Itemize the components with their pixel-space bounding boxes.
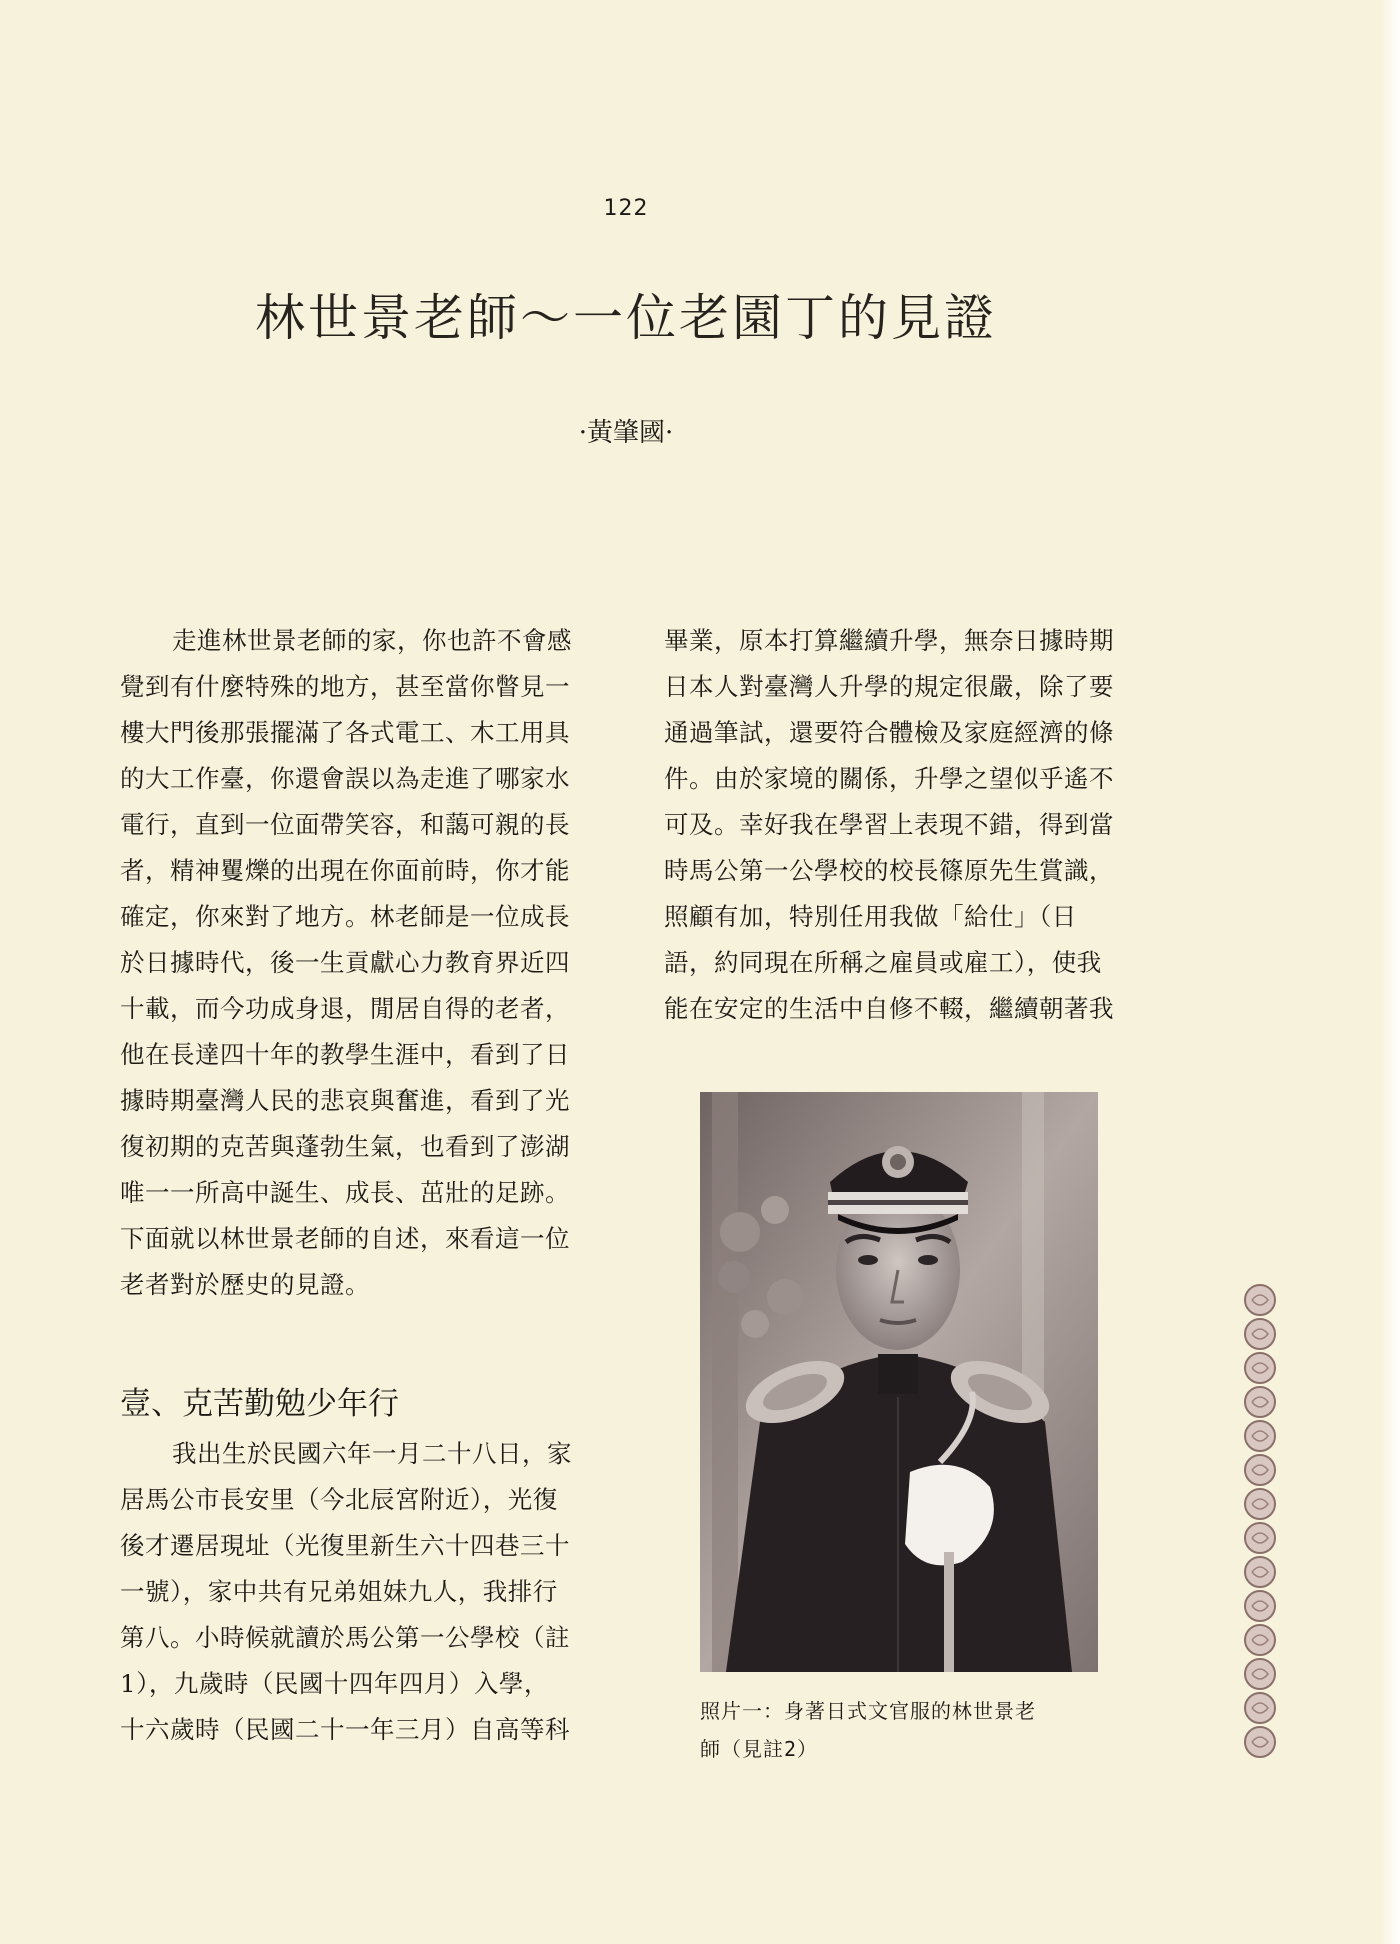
text-line: 後才遷居現址（光復里新生六十四巷三十: [120, 1531, 570, 1560]
text-line: 可及。幸好我在學習上表現不錯，得到當: [664, 810, 1114, 839]
text-line: 的大工作臺，你還會誤以為走進了哪家水: [120, 764, 570, 793]
text-line: 十六歲時（民國二十一年三月）自高等科: [120, 1715, 570, 1744]
caption-line: 照片一：身著日式文官服的林世景老: [700, 1699, 1036, 1723]
text-line: 居馬公市長安里（今北辰宮附近），光復: [120, 1485, 558, 1514]
text-line: 於日據時代，後一生貢獻心力教育界近四: [120, 948, 570, 977]
text-line: 第八。小時候就讀於馬公第一公學校（註: [120, 1623, 570, 1652]
text-line: 復初期的克苦與蓬勃生氣，也看到了澎湖: [120, 1132, 570, 1161]
text-line: 電行，直到一位面帶笑容，和藹可親的長: [120, 810, 570, 839]
section-paragraph: [120, 1431, 590, 1753]
text-line: 我出生於民國六年一月二十八日，家: [172, 1439, 572, 1468]
portrait-photo: [700, 1092, 1098, 1672]
ornament-chain-icon: [1240, 1282, 1280, 1762]
text-line: 時馬公第一公學校的校長篠原先生賞識，: [664, 856, 1114, 885]
text-line: 照顧有加，特別任用我做「給仕」（日: [664, 902, 1077, 931]
text-line: 老者對於歷史的見證。: [120, 1270, 370, 1299]
text-line: 唯一一所高中誕生、成長、茁壯的足跡。: [120, 1178, 570, 1207]
text-line: 走進林世景老師的家，你也許不會感: [172, 626, 572, 655]
portrait-photo-image: [700, 1092, 1098, 1672]
text-line: 件。由於家境的關係，升學之望似乎遙不: [664, 764, 1114, 793]
caption-line: 師（見註2）: [700, 1737, 819, 1761]
photo-caption: [700, 1692, 1110, 1768]
text-line: 覺到有什麼特殊的地方，甚至當你瞥見一: [120, 672, 570, 701]
text-line: 能在安定的生活中自修不輟，繼續朝著我: [664, 994, 1114, 1023]
text-line: 他在長達四十年的教學生涯中，看到了日: [120, 1040, 570, 1069]
text-line: 確定，你來對了地方。林老師是一位成長: [120, 902, 570, 931]
text-line: 樓大門後那張擺滿了各式電工、木工用具: [120, 718, 570, 747]
text-line: 畢業，原本打算繼續升學，無奈日據時期: [664, 626, 1114, 655]
page-edge: [1380, 0, 1400, 1944]
author-byline: ·黃肇國·: [578, 418, 674, 448]
decorative-border-icon: [1240, 1282, 1280, 1762]
text-line: 通過筆試，還要符合體檢及家庭經濟的條: [664, 718, 1114, 747]
text-line: 十載，而今功成身退，閒居自得的老者，: [120, 994, 570, 1023]
text-line: 一號），家中共有兄弟姐妹九人，我排行: [120, 1577, 558, 1606]
text-line: 1），九歲時（民國十四年四月）入學，: [120, 1669, 549, 1698]
text-line: 日本人對臺灣人升學的規定很嚴，除了要: [664, 672, 1114, 701]
text-line: 者，精神矍爍的出現在你面前時，你才能: [120, 856, 570, 885]
intro-paragraph: [120, 618, 590, 1308]
text-line: 語，約同現在所稱之雇員或雇工），使我: [664, 948, 1102, 977]
article-title: 林世景老師～一位老園丁的見證: [255, 289, 997, 347]
text-line: 據時期臺灣人民的悲哀與奮進，看到了光: [120, 1086, 570, 1115]
right-column-paragraph: [664, 618, 1144, 1032]
page-number: 122: [603, 196, 649, 221]
text-line: 下面就以林世景老師的自述，來看這一位: [120, 1224, 570, 1253]
section-heading: 壹、克苦勤勉少年行: [120, 1386, 399, 1422]
